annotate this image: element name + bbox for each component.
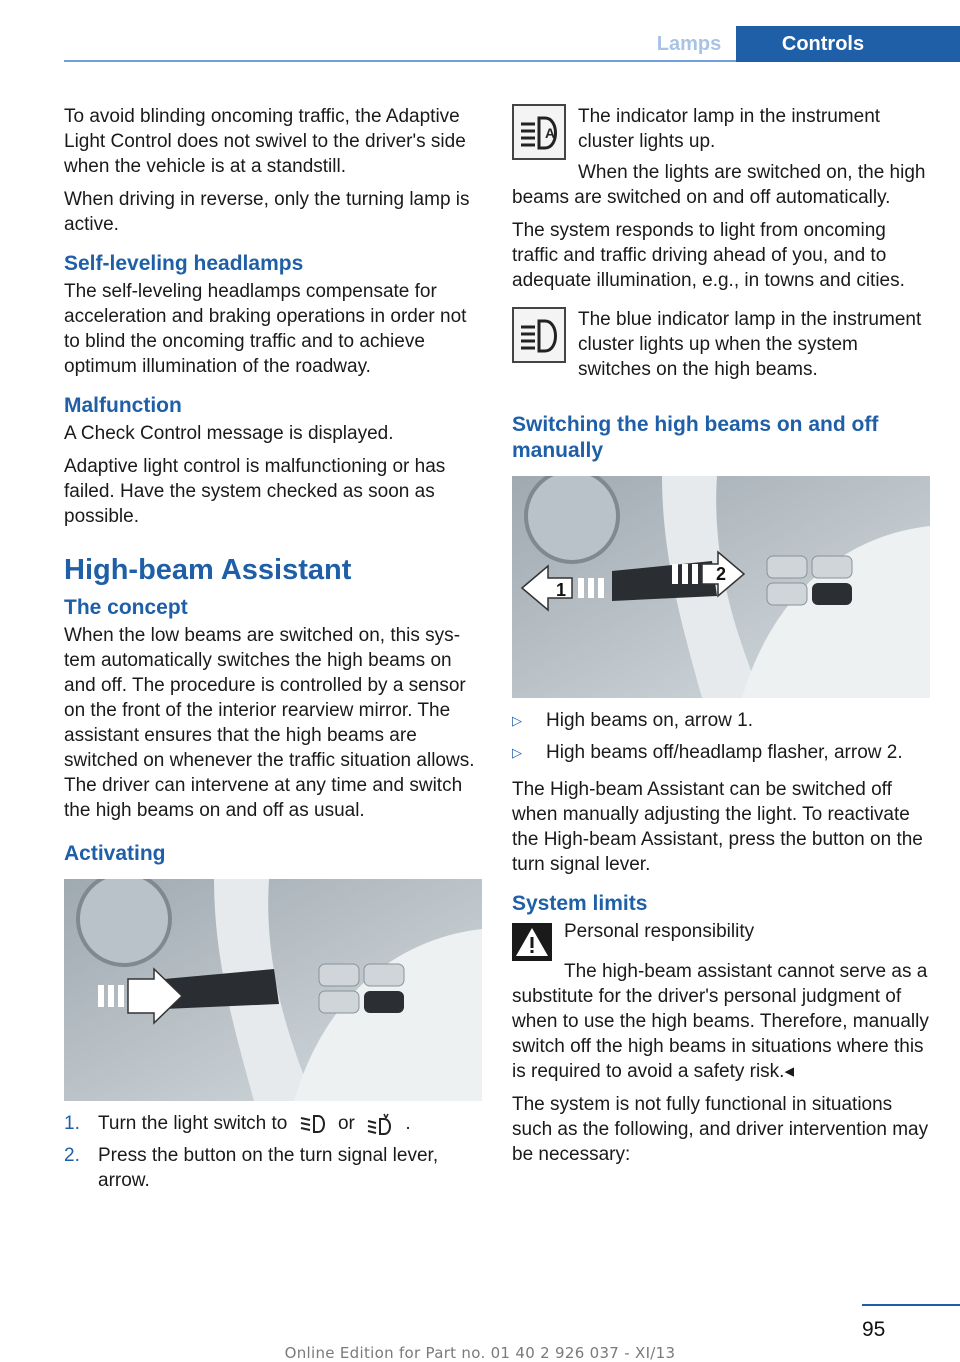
- heading-high-beam-assistant: High-beam Assistant: [64, 554, 352, 586]
- header-chapter-tab: Controls: [736, 26, 960, 62]
- page-number: 95: [862, 1318, 886, 1341]
- left-column: [64, 104, 482, 1200]
- warning-text: The high-beam assistant cannot serve as a substitute for the driver's personal judgment of when to use the high beams. Therefore, manually switch off the high beams in situations where this is required to avoid a safety risk.◂: [512, 961, 929, 1082]
- activation-steps: [64, 1111, 482, 1193]
- footer-edition: Online Edition for Part no. 01 40 2 926 037 - XI/13: [284, 1344, 676, 1362]
- step-number: 2.: [64, 1145, 80, 1166]
- photo-turn-signal-lever-manual: [512, 476, 930, 698]
- step-item: [64, 1143, 482, 1193]
- paragraph-switch-off: The High-beam Assistant can be switched off when manually adjusting the light. To reactivate the High-beam Assistant, press the button on the turn signal lever.: [512, 779, 923, 875]
- step-text: Press the button on the turn signal lever, arrow.: [98, 1145, 439, 1191]
- arrow-1-label: 1: [556, 580, 567, 600]
- paragraph-malfunction-2: Adaptive light control is malfunctioning or has failed. Have the system checked as soon as possible.: [64, 456, 446, 527]
- arrow-2-label: 2: [716, 564, 727, 584]
- svg-text:A: A: [545, 125, 556, 141]
- triangle-bullet-icon: ▷: [512, 713, 522, 728]
- step-text-or: or: [337, 1113, 355, 1134]
- indicator-auto-high-beam: [512, 104, 930, 162]
- photo-turn-signal-lever-activating: [64, 879, 482, 1101]
- paragraph-responds: The system responds to light from oncoming traffic and traffic driving ahead of you, and to adequate illumination, e.g., in towns and cities.: [512, 220, 905, 291]
- paragraph-auto-switching: When the lights are switched on, the high beams are switched on and off automatically.: [512, 162, 926, 208]
- step-text-after: .: [405, 1113, 411, 1134]
- paragraph-blue-indicator: The blue indicator lamp in the instrument cluster lights up when the system switches on the high beams.: [578, 309, 922, 380]
- paragraph-standstill: To avoid blinding oncoming traffic, the Adaptive Light Control does not swivel to the driver's side when the vehicle is at a standstill.: [64, 106, 466, 177]
- paragraph-self-leveling: The self-leveling headlamps compensate for acceleration and braking operations in order not to blind the oncoming traffic and to achieve optimum illumination of the roadway.: [64, 281, 467, 377]
- footer-rule: [862, 1304, 960, 1306]
- high-beam-assistant-icon: [512, 104, 566, 160]
- list-item-text: High beams on, arrow 1.: [546, 710, 753, 731]
- right-column: [512, 104, 930, 1175]
- step-number: 1.: [64, 1113, 80, 1134]
- warning-triangle-icon: [512, 923, 552, 961]
- indicator-auto-text: [578, 104, 930, 162]
- low-beam-icon: [299, 1113, 327, 1135]
- manual-switch-list: [512, 708, 930, 765]
- paragraph-reverse: When driving in reverse, only the turning lamp is active.: [64, 189, 470, 235]
- triangle-bullet-icon: ▷: [512, 745, 522, 760]
- paragraph-malfunction-1: A Check Control message is displayed.: [64, 423, 394, 444]
- paragraph-not-functional: The system is not fully functional in situations such as the following, and driver intervention may be necessary:: [512, 1094, 929, 1165]
- heading-manual-switching: Switching the high beams on and off manually: [512, 413, 879, 462]
- list-item: [512, 708, 930, 733]
- paragraph-concept: When the low beams are switched on, this system automatically switches the high beams on and off. The procedure is controlled by a sensor on the front of the interior rearview mirror. The assistant ensures that the high beams are switched on whenever the traffic situation allows. The driver can intervene at any time and switch the high beams on and off as usual.: [64, 625, 475, 821]
- high-beam-icon: [512, 307, 566, 363]
- list-item-text: High beams off/headlamp flasher, arrow 2.: [546, 742, 903, 763]
- indicator-high-beam: [512, 307, 930, 390]
- heading-activating: Activating: [64, 842, 166, 865]
- indicator-high-beam-text: [578, 307, 930, 390]
- automatic-headlamp-icon: [366, 1113, 394, 1135]
- heading-self-leveling: Self-leveling headlamps: [64, 252, 304, 275]
- step-text: [98, 1111, 411, 1136]
- heading-system-limits: System limits: [512, 892, 648, 915]
- warning-block: [512, 919, 930, 961]
- header-section-tab: Lamps: [656, 33, 722, 55]
- step-item: [64, 1111, 482, 1136]
- step-text-before: Turn the light switch to: [98, 1113, 288, 1134]
- paragraph-indicator-lamp: The indicator lamp in the instrument cluster lights up.: [578, 106, 881, 152]
- warning-title: Personal responsibility: [564, 921, 755, 942]
- heading-concept: The concept: [64, 596, 188, 619]
- heading-malfunction: Malfunction: [64, 394, 182, 417]
- list-item: [512, 740, 930, 765]
- warning-content: [564, 919, 754, 961]
